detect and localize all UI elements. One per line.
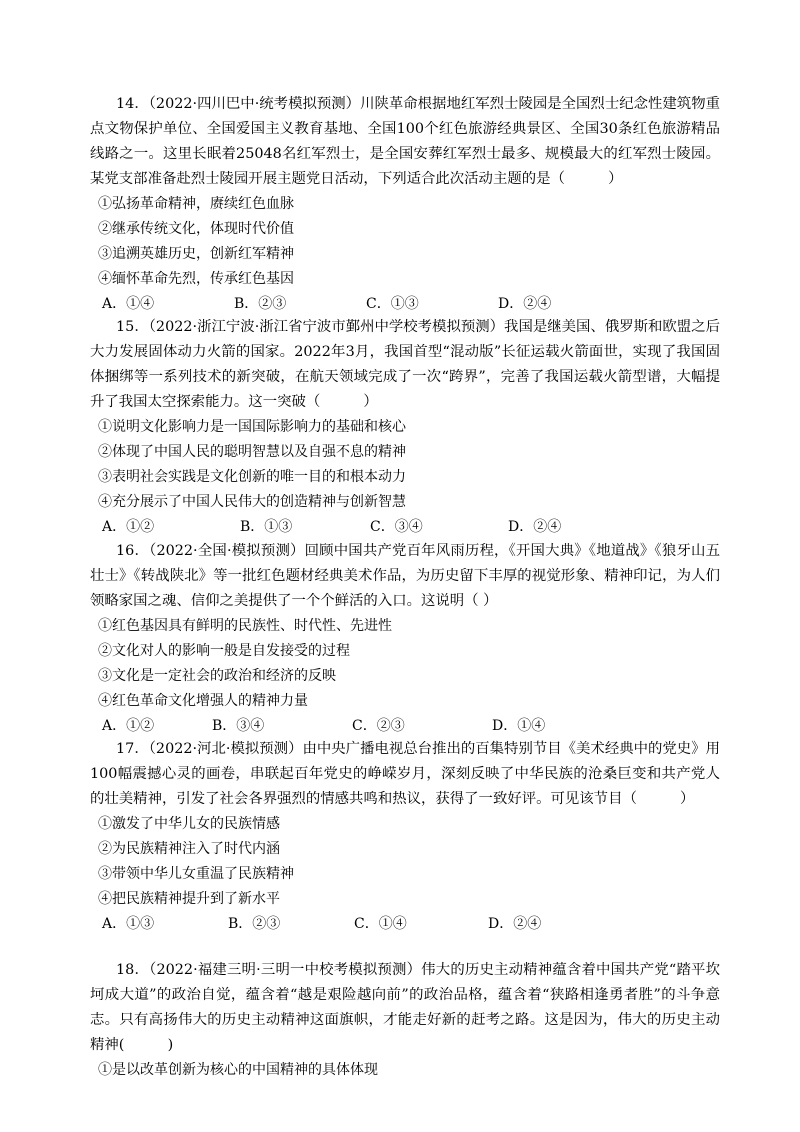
choice-b[interactable]: B．①③: [240, 519, 293, 535]
statement-2: ②为民族精神注入了时代内涵: [98, 841, 280, 857]
statement-list: [90, 415, 720, 515]
statement-1: ①红色基因具有鲜明的民族性、时代性、先进性: [98, 618, 392, 634]
statement-1: ①弘扬革命精神，赓续红色血脉: [98, 196, 294, 212]
choice-d[interactable]: D．①④: [492, 718, 546, 734]
choice-b[interactable]: B．②③: [228, 916, 281, 932]
question-16: [90, 539, 720, 739]
choice-d[interactable]: D．②④: [508, 519, 562, 535]
answer-choices: [90, 292, 720, 317]
question-17: [90, 737, 720, 937]
statement-3: ③追溯英雄历史，创新红军精神: [98, 246, 294, 262]
statement-1: ①激发了中华儿女的民族情感: [98, 816, 280, 832]
statement-list: [90, 1058, 720, 1083]
choice-a[interactable]: A．①③: [102, 916, 155, 932]
choice-a[interactable]: A．①②: [102, 718, 155, 734]
statement-1: ①说明文化影响力是一国国际影响力的基础和核心: [98, 419, 406, 435]
choice-b[interactable]: B．③④: [212, 718, 265, 734]
statement-4: ④把民族精神提升到了新水平: [98, 891, 280, 907]
choice-d[interactable]: D．②④: [498, 296, 552, 312]
question-14: [90, 92, 720, 317]
answer-choices: [90, 515, 720, 540]
question-stem: 18．（2022·福建三明·三明一中校考模拟预测）伟大的历史主动精神蕴含着中国共产党“踏平坎坷成大道”的政治自觉，蕴含着“越是艰险越向前”的政治品格，蕴含着“狭路相逢勇者胜”的斗争意志。只有高扬伟大的历史主动精神这面旗帜，才能走好新的赶考之路。这是因为，伟大的历史主动精神( ): [90, 962, 720, 1053]
question-18: [90, 958, 720, 1083]
question-stem: 16．（2022·全国·模拟预测）回顾中国共产党百年风雨历程，《开国大典》《地道战》《狼牙山五壮士》《转战陕北》等一批红色题材经典美术作品，为历史留下丰厚的视觉形象、精神印记，为人们领略家国之魂、信仰之美提供了一个个鲜活的入口。这说明（ ）: [90, 543, 720, 609]
statement-3: ③带领中华儿女重温了民族精神: [98, 866, 294, 882]
question-stem: 17．（2022·河北·模拟预测）由中央广播电视总台推出的百集特别节目《美术经典中的党史》用100幅震撼心灵的画卷，串联起百年党史的峥嵘岁月，深刻反映了中华民族的沧桑巨变和共产党人的壮美精神，引发了社会各界强烈的情感共鸣和热议，获得了一致好评。可见该节目（ ）: [90, 741, 720, 807]
question-15: [90, 315, 720, 540]
statement-3: ③文化是一定社会的政治和经济的反映: [98, 668, 336, 684]
question-stem: 14．（2022·四川巴中·统考模拟预测）川陕革命根据地红军烈士陵园是全国烈士纪念性建筑物重点文物保护单位、全国爱国主义教育基地、全国100个红色旅游经典景区、全国30条红色旅游精品线路之一。这里长眠着25048名红军烈士，是全国安葬红军烈士最多、规模最大的红军烈士陵园。某党支部准备赴烈士陵园开展主题党日活动，下列适合此次活动主题的是（ ）: [90, 96, 720, 187]
question-stem: 15．（2022·浙江宁波·浙江省宁波市鄞州中学校考模拟预测）我国是继美国、俄罗斯和欧盟之后大力发展固体动力火箭的国家。2022年3月，我国首型“混动版”长征运载火箭面世，实现了我国固体捆绑等一系列技术的新突破，在航天领域完成了一次“跨界”，完善了我国运载火箭型谱，大幅提升了我国太空探索能力。这一突破（ ）: [90, 319, 720, 410]
statement-list: [90, 614, 720, 714]
statement-list: [90, 812, 720, 912]
statement-list: [90, 192, 720, 292]
choice-c[interactable]: C．③④: [370, 519, 423, 535]
answer-choices: [90, 714, 720, 739]
choice-c[interactable]: C．①④: [354, 916, 407, 932]
statement-4: ④缅怀革命先烈，传承红色基因: [98, 271, 294, 287]
statement-4: ④充分展示了中国人民伟大的创造精神与创新智慧: [98, 494, 406, 510]
answer-choices: [90, 912, 720, 937]
choice-a[interactable]: A．①②: [102, 519, 155, 535]
choice-c[interactable]: C．①③: [366, 296, 419, 312]
statement-2: ②文化对人的影响一般是自发接受的过程: [98, 643, 350, 659]
choice-b[interactable]: B．②③: [234, 296, 287, 312]
choice-c[interactable]: C．②③: [352, 718, 405, 734]
statement-1: ①是以改革创新为核心的中国精神的具体体现: [98, 1062, 378, 1078]
statement-2: ②体现了中国人民的聪明智慧以及自强不息的精神: [98, 444, 406, 460]
choice-a[interactable]: A．①④: [102, 296, 155, 312]
statement-4: ④红色革命文化增强人的精神力量: [98, 693, 308, 709]
statement-2: ②继承传统文化，体现时代价值: [98, 221, 294, 237]
statement-3: ③表明社会实践是文化创新的唯一目的和根本动力: [98, 469, 406, 485]
choice-d[interactable]: D．②④: [488, 916, 542, 932]
